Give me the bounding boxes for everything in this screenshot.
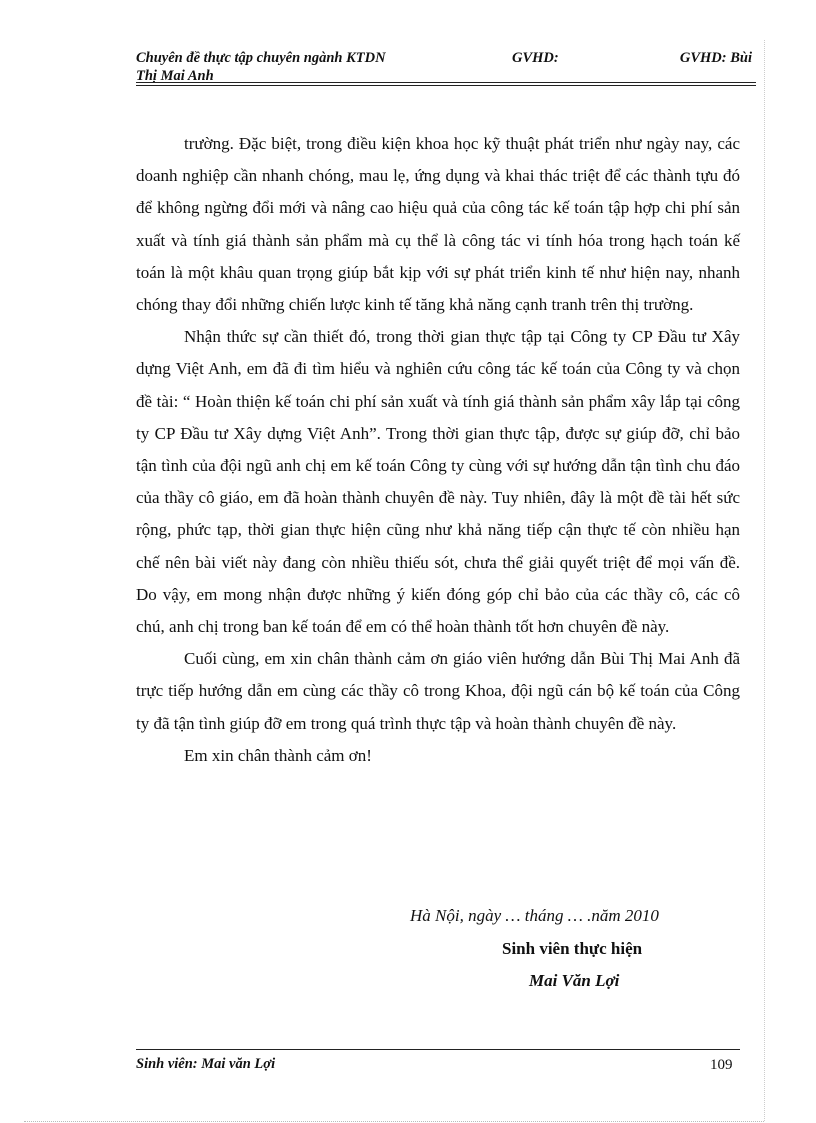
header-line: [136, 50, 756, 68]
header-topic: Chuyên đề thực tập chuyên ngành KTDN: [136, 50, 386, 66]
header-supervisor-label: GVHD:: [512, 50, 559, 66]
header-supervisor-name: Thị Mai Anh: [136, 68, 214, 84]
page-right-edge: [764, 40, 765, 1121]
header-supervisor: GVHD: Bùi: [679, 50, 752, 66]
paragraph: Cuối cùng, em xin chân thành cảm ơn giáo viên hướng dẫn Bùi Thị Mai Anh đã trực tiếp hướng dẫn em cùng các thầy cô trong Khoa, đội ngũ cán bộ kế toán của Công ty đã tận tình giúp đỡ em trong quá trình thực tập và hoàn thành chuyên đề này.: [136, 649, 740, 733]
header-divider: [136, 82, 756, 83]
page-bottom-edge: [24, 1121, 764, 1122]
paragraph: trường. Đặc biệt, trong điều kiện khoa học kỹ thuật phát triển như ngày nay, các doanh nghiệp cần nhanh chóng, mau lẹ, ứng dụng và khai thác triệt để các thành tựu đó để không ngừng đổi mới và nâng cao hiệu quả của công tác kế toán tập hợp chi phí sản xuất và tính giá thành sản phẩm mà cụ thể là công tác vi tính hóa trong hạch toán kế toán là một khâu quan trọng giúp bắt kịp với sự phát triển kinh tế như hiện nay, nhanh chóng thay đổi những chiến lược kinh tế tăng khả năng cạnh tranh trên thị trường.: [136, 134, 740, 315]
header-divider-secondary: [136, 85, 756, 86]
footer-divider: [136, 1049, 740, 1050]
paragraph: Em xin chân thành cảm ơn!: [184, 745, 372, 765]
signer-role: Sinh viên thực hiện: [502, 939, 643, 958]
date-line: Hà Nội, ngày … tháng … .năm 2010: [410, 906, 659, 925]
page-header: [136, 50, 756, 84]
signer-name: Mai Văn Lợi: [529, 971, 620, 990]
page-number: 109: [710, 1057, 733, 1073]
footer-student: Sinh viên: Mai văn Lợi: [136, 1056, 276, 1072]
paragraph: Nhận thức sự cần thiết đó, trong thời gian thực tập tại Công ty CP Đầu tư Xây dựng Việt Anh, em đã đi tìm hiểu và nghiên cứu công tác kế toán của Công ty và chọn đề tài: “ Hoàn thiện kế toán chi phí sản xuất và tính giá thành sản phẩm xây lắp tại công ty CP Đầu tư Xây dựng Việt Anh”. Trong thời gian thực tập, được sự giúp đỡ, chỉ bảo tận tình của đội ngũ anh chị em kế toán Công ty cùng với sự hướng dẫn tận tình chu đáo của thầy cô giáo, em đã hoàn thành chuyên đề này. Tuy nhiên, đây là một đề tài hết sức rộng, phức tạp, thời gian thực hiện cũng như khả năng tiếp cận thực tế còn nhiều hạn chế nên bài viết này đang còn nhiều thiếu sót, chưa thể giải quyết triệt để mọi vấn đề. Do vậy, em mong nhận được những ý kiến đóng góp chỉ bảo của các thầy cô, các cô chú, anh chị trong ban kế toán để em có thể hoàn thành tốt hơn chuyên đề này.: [136, 327, 740, 637]
body-text: [136, 128, 740, 772]
